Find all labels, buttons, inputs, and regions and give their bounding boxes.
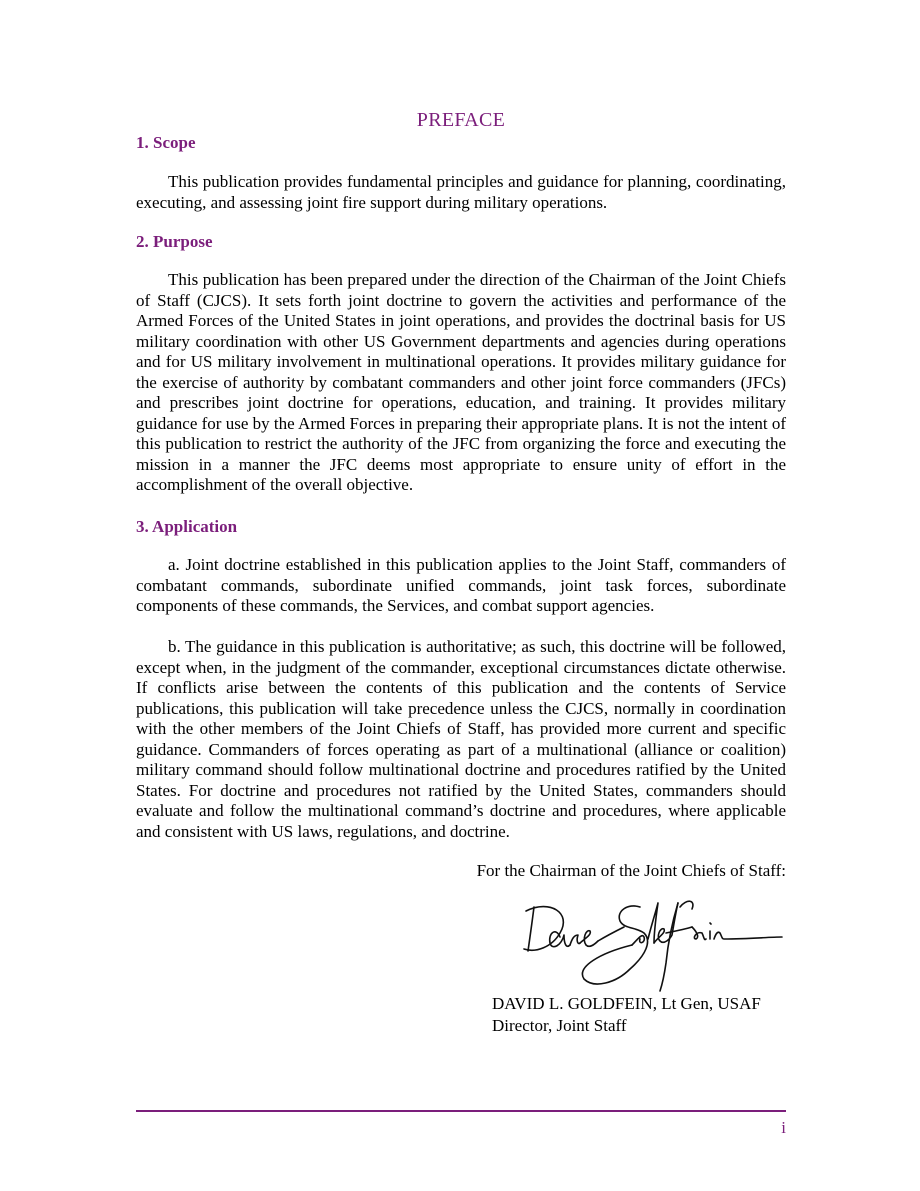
application-paragraph-a: a. Joint doctrine established in this publication applies to the Joint Staff, commanders of combatant commands, subordinate unified commands, joint task forces, subordinate components of these commands, the Services, and combat support agencies. (136, 555, 786, 615)
section-heading-application: 3. Application (136, 517, 238, 536)
page-number: i (781, 1118, 786, 1137)
application-paragraph-b: b. The guidance in this publication is authoritative; as such, this doctrine will be followed, except when, in the judgment of the commander, exceptional circumstances dictate otherwise. If conflicts arise between the contents of this publication and the contents of Service publications, this publication will take precedence unless the CJCS, normally in coordination with the other members of the Joint Chiefs of Staff, has provided more current and specific guidance. Commanders of forces operating as part of a multinational (alliance or coalition) military command should follow multinational doctrine and procedures ratified by the United States. For doctrine and procedures not ratified by the United States, commanders should evaluate and follow the multinational command’s doctrine and procedures, where applicable and consistent with US laws, regulations, and doctrine. (136, 637, 786, 841)
footer-divider (136, 1110, 786, 1112)
page-title: PREFACE (416, 109, 506, 131)
section-heading-scope: 1. Scope (136, 133, 196, 152)
signature-image (520, 893, 784, 993)
signatory-title: Director, Joint Staff (492, 1016, 627, 1035)
purpose-paragraph: This publication has been prepared under the direction of the Chairman of the Joint Chiefs of Staff (CJCS). It sets forth joint doctrine to govern the activities and performance of the Armed Forces of the United States in joint operations, and provides the doctrinal basis for US military coordination with other US Government departments and agencies during operations and for US military involvement in multinational operations. It provides military guidance for the exercise of authority by combatant commanders and other joint force commanders (JFCs) and prescribes joint doctrine for operations, education, and training. It provides military guidance for use by the Armed Forces in preparing their appropriate plans. It is not the intent of this publication to restrict the authority of the JFC from organizing the force and executing the mission in a manner the JFC deems most appropriate to ensure unity of effort in the accomplishment of the overall objective. (136, 270, 786, 494)
closing-line: For the Chairman of the Joint Chiefs of Staff: (476, 861, 786, 880)
document-page (136, 0, 786, 1191)
scope-paragraph: This publication provides fundamental principles and guidance for planning, coordinating, executing, and assessing joint fire support during military operations. (136, 172, 786, 212)
section-heading-purpose: 2. Purpose (136, 232, 213, 251)
signatory-name: DAVID L. GOLDFEIN, Lt Gen, USAF (492, 994, 761, 1013)
